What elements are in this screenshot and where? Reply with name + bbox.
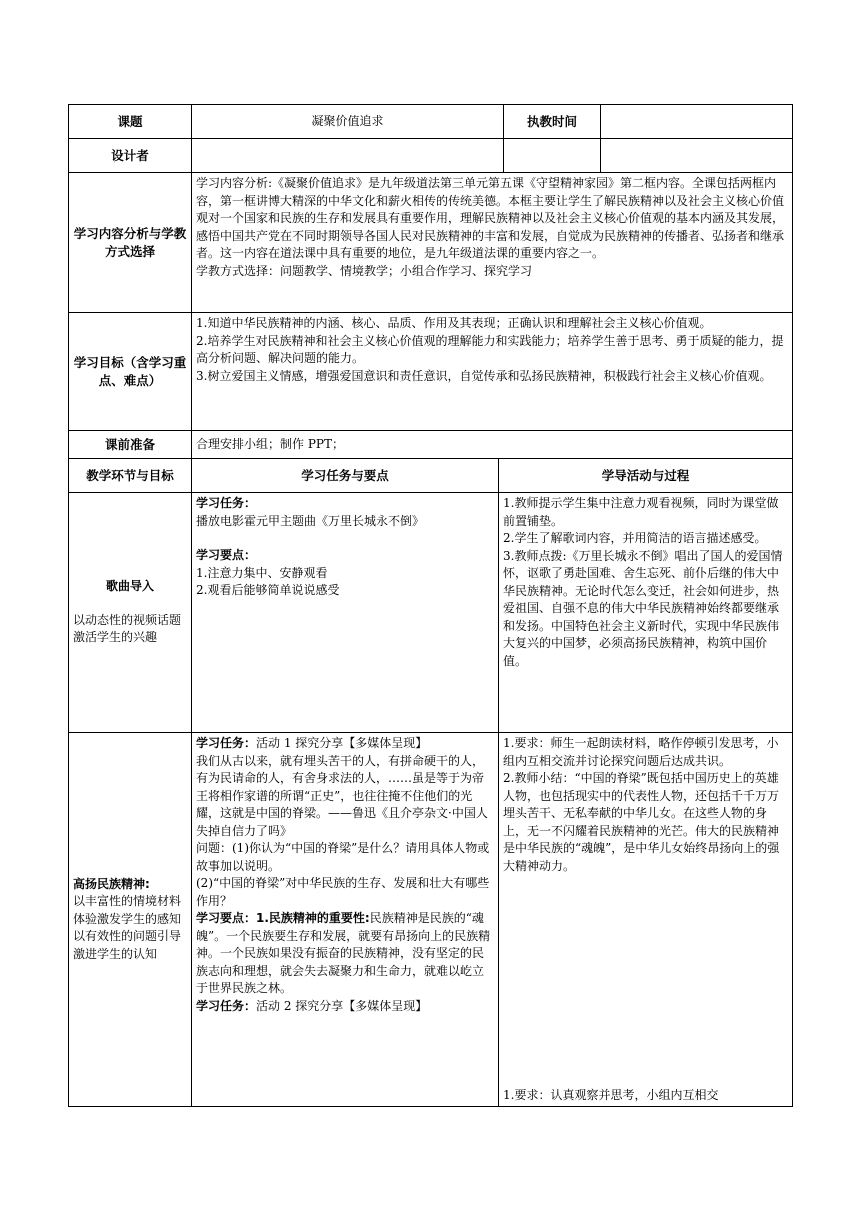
time-value: [601, 105, 793, 139]
columns-header-row: [69, 459, 793, 493]
task-label: 学习任务：: [196, 998, 257, 1013]
objective-item: 2.培养学生对民族精神和社会主义核心价值观的理解能力和实践能力；培养学生善于思考、勇于质疑的能力，提高分析问题、解决问题的能力。: [196, 333, 784, 365]
col-header-stage: 教学环节与目标: [69, 459, 192, 493]
designer-row: [69, 139, 793, 173]
section-song-goal: 以动态性的视频话题激活学生的兴趣: [73, 612, 182, 645]
objectives-cell: [192, 313, 793, 431]
task-title: 活动 1 探究分享【多媒体呈现】: [256, 736, 428, 750]
section-song-activities: [499, 493, 793, 733]
task-text: 播放电影霍元甲主题曲《万里长城永不倒》: [196, 513, 425, 528]
task-label: 学习任务：: [196, 496, 257, 510]
section-spirit-row: [69, 733, 793, 1107]
section-spirit-tasks: [192, 733, 499, 1107]
section-spirit-title: 高扬民族精神:: [73, 876, 150, 891]
time-label: 执教时间: [504, 105, 601, 139]
question-1: 问题：(1)你认为“中国的脊梁”是什么？请用具体人物或故事加以说明。: [196, 841, 490, 873]
section-song-row: [69, 493, 793, 733]
objectives-label: 学习目标（含学习重点、难点）: [69, 313, 192, 431]
designer-extra-1: [504, 139, 601, 173]
point-item: 1.注意力集中、安静观看: [196, 565, 328, 580]
prep-label: 课前准备: [69, 431, 192, 459]
analysis-row: [69, 173, 793, 313]
section-spirit-stage: [69, 733, 192, 1107]
point-title: 1.民族精神的重要性:: [256, 911, 370, 925]
task-label: 学习任务：: [196, 736, 257, 750]
section-song-title: 歌曲导入: [105, 579, 154, 594]
activity-item: 1.要求：认真观察并思考，小组内互相交: [503, 1087, 719, 1102]
task-title: 活动 2 探究分享【多媒体呈现】: [256, 998, 428, 1013]
lesson-plan-page: [68, 104, 792, 1107]
designer-extra-2: [601, 139, 793, 173]
analysis-label: 学习内容分析与学教方式选择: [69, 173, 192, 313]
points-label: 学习要点：: [196, 911, 257, 925]
objectives-row: [69, 313, 793, 431]
section-spirit-goal: 以有效性的问题引导激进学生的认知: [73, 929, 182, 961]
activity-item: 1.要求：师生一起朗读材料，略作停顿引发思考，小组内互相交流并讨论探究问题后达成共识。: [503, 736, 779, 768]
section-spirit-activities: [499, 733, 793, 1107]
activity-item: 1.教师提示学生集中注意力观看视频，同时为课堂做前置铺垫。: [503, 496, 779, 528]
activity-item: 2.学生了解歌词内容，并用简洁的语言描述感受。: [503, 531, 767, 545]
analysis-methods: 学教方式选择：问题教学、情境教学；小组合作学习、探究学习: [196, 263, 533, 278]
col-header-tasks: 学习任务与要点: [192, 459, 499, 493]
topic-value: 凝聚价值追求: [192, 105, 504, 139]
designer-label: 设计者: [69, 139, 192, 173]
point-text: 民族精神是民族的“魂魄”。一个民族要生存和发展，就要有昂扬向上的民族精神。一个民族如果没有振奋的民族精神，没有坚定的民族志向和理想，就会失去凝聚力和生命力，就难以屹立于世界民族之林。: [196, 911, 491, 995]
points-label: 学习要点：: [196, 548, 257, 562]
activity-item: 3.教师点拨:《万里长城永不倒》唱出了国人的爱国情怀，讴歌了勇赴国难、舍生忘死、前仆后继的伟大中华民族精神。无论时代怎么变迁，社会如何进步，热爱祖国、自强不息的伟大中华民族精神始终都要继承和发扬。中国特色社会主义新时代，实现中华民族伟大复兴的中国梦，必须高扬民族精神，构筑中国价值。: [503, 548, 783, 668]
question-2: (2)“中国的脊梁”对中华民族的生存、发展和壮大有哪些作用？: [196, 876, 490, 908]
col-header-activities: 学导活动与过程: [499, 459, 793, 493]
section-song-stage: [69, 493, 192, 733]
section-song-tasks: [192, 493, 499, 733]
objective-item: 1.知道中华民族精神的内涵、核心、品质、作用及其表现；正确认识和理解社会主义核心价值观。: [196, 316, 712, 330]
section-spirit-goal: 以丰富性的情境材料体验激发学生的感知: [73, 894, 182, 926]
lesson-plan-table: [68, 104, 793, 1107]
prep-row: [69, 431, 793, 459]
analysis-cell: [192, 173, 793, 313]
prep-content: 合理安排小组；制作 PPT；: [192, 431, 793, 459]
analysis-content: 学习内容分析:《凝聚价值追求》是九年级道法第三单元第五课《守望精神家园》第二框内容。全课包括两框内容，第一框讲博大精深的中华文化和薪火相传的传统美德。本框主要让学生了解民族精神以及社会主义核心价值观对一个国家和民族的生存和发展具有重要作用，理解民族精神以及社会主义核心价值观的基本内涵及其发展，感悟中国共产党在不同时期领导各国人民对民族精神的丰富和发展，自觉成为民族精神的传播者、弘扬者和继承者。这一内容在道法课中具有重要的地位，是九年级道法课的重要内容之一。: [196, 176, 785, 260]
objective-item: 3.树立爱国主义情感，增强爱国意识和责任意识，自觉传承和弘扬民族精神，积极践行社会主义核心价值观。: [196, 368, 772, 383]
activity-item: 2.教师小结：“中国的脊梁”既包括中国历史上的英雄人物，也包括现实中的代表性人物，还包括千千万万埋头苦干、无私奉献的中华儿女。在这些人物的身上，无一不闪耀着民族精神的光芒。伟大的民族精神是中华民族的“魂魄”，是中华儿女始终昂扬向上的强大精神动力。: [503, 771, 780, 873]
designer-value: [192, 139, 504, 173]
topic-row: [69, 105, 793, 139]
topic-label: 课题: [69, 105, 192, 139]
point-item: 2.观看后能够简单说说感受: [196, 583, 340, 597]
quote-text: 我们从古以来，就有埋头苦干的人，有拼命硬干的人，有为民请命的人，有舍身求法的人，……虽是等于为帝王将相作家谱的所谓“正史”，也往往掩不住他们的光耀，这就是中国的脊梁。——鲁迅《且介亭杂文·中国人失掉自信力了吗》: [196, 753, 488, 838]
